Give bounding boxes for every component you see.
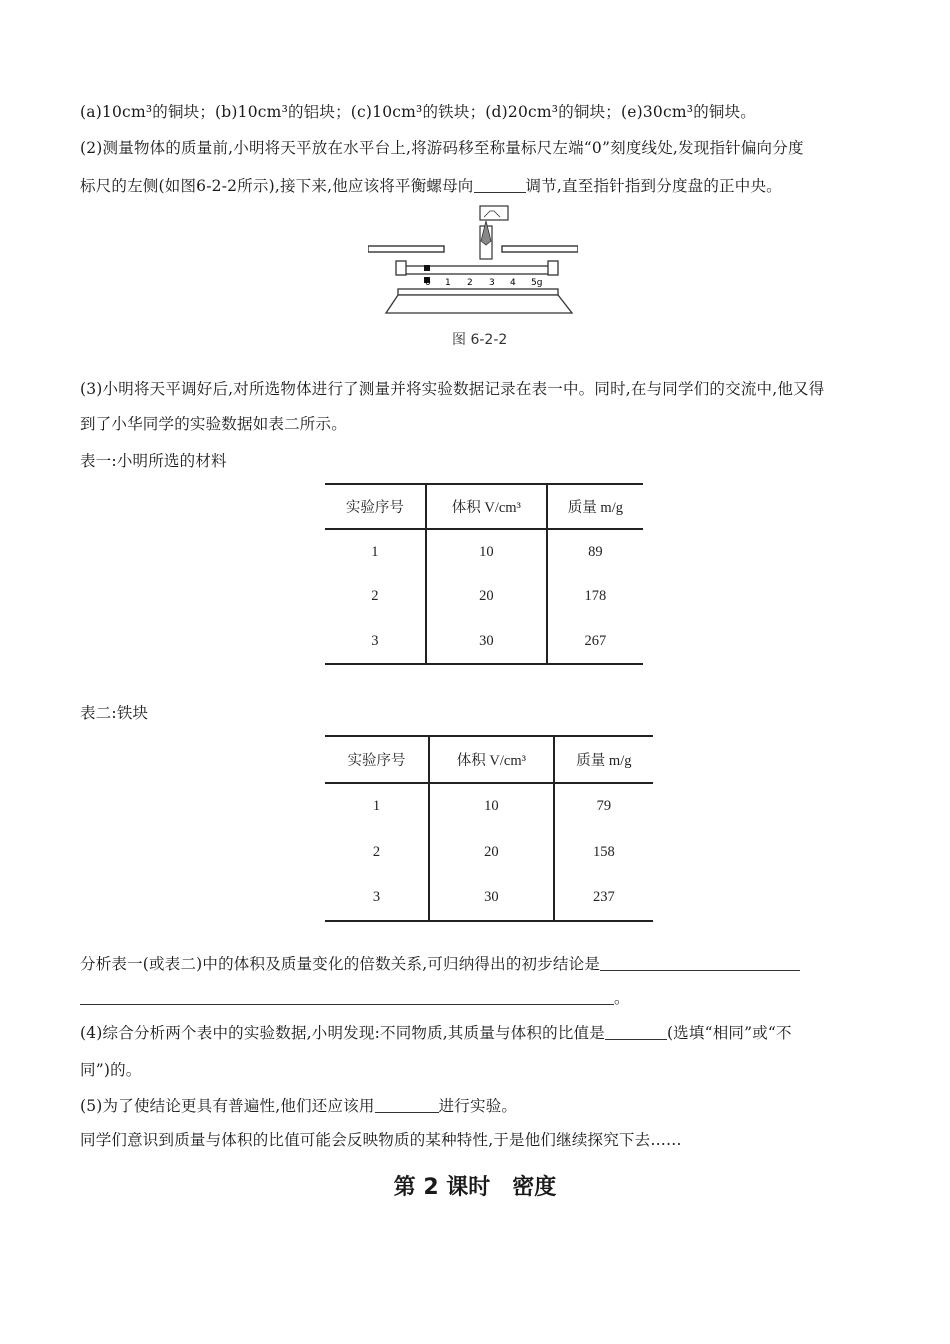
table-cell: 10 <box>429 783 554 829</box>
question-2-line-2 <box>80 174 782 196</box>
table-cell: 3 <box>325 619 426 664</box>
table-cell: 267 <box>547 619 643 664</box>
question-2-text-before-blank: 标尺的左侧(如图6-2-2所示),接下来,他应该将平衡螺母向 <box>80 177 474 195</box>
question-5-text-after-blank: 进行实验。 <box>438 1097 518 1115</box>
right-pan <box>502 246 578 252</box>
table-cell: 1 <box>325 783 429 829</box>
table-header: 实验序号 <box>325 736 429 783</box>
analysis-text: 分析表一(或表二)中的体积及质量变化的倍数关系,可归纳得出的初步结论是 <box>80 955 601 973</box>
table-row <box>325 829 653 875</box>
table-cell: 2 <box>325 574 426 619</box>
table-row <box>325 783 653 829</box>
table-header: 质量 m/g <box>554 736 653 783</box>
table-header: 实验序号 <box>325 484 426 529</box>
right-balance-nut <box>548 261 558 275</box>
question-3-line-1: (3)小明将天平调好后,对所选物体进行了测量并将实验数据记录在表一中。同时,在与同学们的交流中,他又得 <box>80 380 825 398</box>
table-cell: 30 <box>426 619 547 664</box>
table-1-title: 表一:小明所选的材料 <box>80 452 227 470</box>
analysis-period: 。 <box>614 989 630 1007</box>
table-cell: 1 <box>325 529 426 574</box>
table-cell: 20 <box>429 829 554 875</box>
table-row <box>325 619 643 664</box>
question-2-line-1: (2)测量物体的质量前,小明将天平放在水平台上,将游码移至称量标尺左端“0”刻度线处,发现指针偏向分度 <box>80 139 804 157</box>
question-5-text-before-blank: (5)为了使结论更具有普遍性,他们还应该用 <box>80 1097 375 1115</box>
scale-label-3: 3 <box>489 278 495 288</box>
left-balance-nut <box>396 261 406 275</box>
table-1 <box>325 483 643 665</box>
table-row <box>325 574 643 619</box>
table-cell: 79 <box>596 798 612 814</box>
figure-caption: 图 6-2-2 <box>452 332 508 348</box>
question-5-line <box>80 1094 517 1116</box>
scale-label-5g: 5g <box>531 278 543 288</box>
base-top <box>398 289 558 295</box>
table-cell: 237 <box>554 875 653 921</box>
table-cell: 10 <box>426 529 547 574</box>
table-cell: 3 <box>325 875 429 921</box>
base <box>386 295 572 313</box>
table-cell: 89 <box>588 543 603 560</box>
answer-blank-conclusion-1[interactable] <box>600 956 800 971</box>
question-2-text-after-blank: 调节,直至指针指到分度盘的正中央。 <box>525 177 782 195</box>
answer-blank-ratio[interactable] <box>605 1025 667 1040</box>
table-header-row <box>325 484 643 529</box>
table-cell: 20 <box>426 574 547 619</box>
table-header: 体积 V/cm³ <box>429 736 554 783</box>
question-4-line-1 <box>80 1021 792 1043</box>
answer-blank-method[interactable] <box>375 1098 439 1113</box>
table-cell: 158 <box>593 843 615 860</box>
table-header-row <box>325 736 653 783</box>
left-pan <box>368 246 444 252</box>
table-header: 质量 m/g <box>547 484 643 529</box>
scale-label-2: 2 <box>467 278 473 288</box>
analysis-line-1 <box>80 952 800 974</box>
question-4-line-2: 同”)的。 <box>80 1061 142 1079</box>
scale-label-0: 0 <box>425 278 431 288</box>
rider-icon <box>424 265 430 271</box>
scale-label-1: 1 <box>445 278 451 288</box>
section-heading: 第 2 课时 密度 <box>393 1175 557 1200</box>
question-3-line-2: 到了小华同学的实验数据如表二所示。 <box>80 415 347 433</box>
question-4-text-after-blank: (选填“相同”或“不 <box>666 1024 792 1042</box>
table-header: 体积 V/cm³ <box>426 484 547 529</box>
answer-blank-direction[interactable] <box>474 178 526 193</box>
question-4-text-before-blank: (4)综合分析两个表中的实验数据,小明发现:不同物质,其质量与体积的比值是 <box>80 1024 605 1042</box>
closing-line: 同学们意识到质量与体积的比值可能会反映物质的某种特性,于是他们继续探究下去…… <box>80 1131 682 1149</box>
materials-list: (a)10cm³的铜块；(b)10cm³的铝块；(c)10cm³的铁块；(d)20cm³的铜块；(e)30cm³的铜块。 <box>80 103 756 121</box>
scale-dial <box>480 206 508 220</box>
table-cell: 2 <box>325 829 429 875</box>
table-cell: 30 <box>429 875 554 921</box>
answer-blank-conclusion-2[interactable] <box>80 990 614 1005</box>
analysis-line-2 <box>80 986 630 1008</box>
table-cell: 178 <box>584 588 607 604</box>
table-row <box>325 529 643 574</box>
table-2-title: 表二:铁块 <box>80 704 149 722</box>
table-2 <box>325 735 653 922</box>
table-row <box>325 875 653 921</box>
scale-label-4: 4 <box>510 278 516 288</box>
